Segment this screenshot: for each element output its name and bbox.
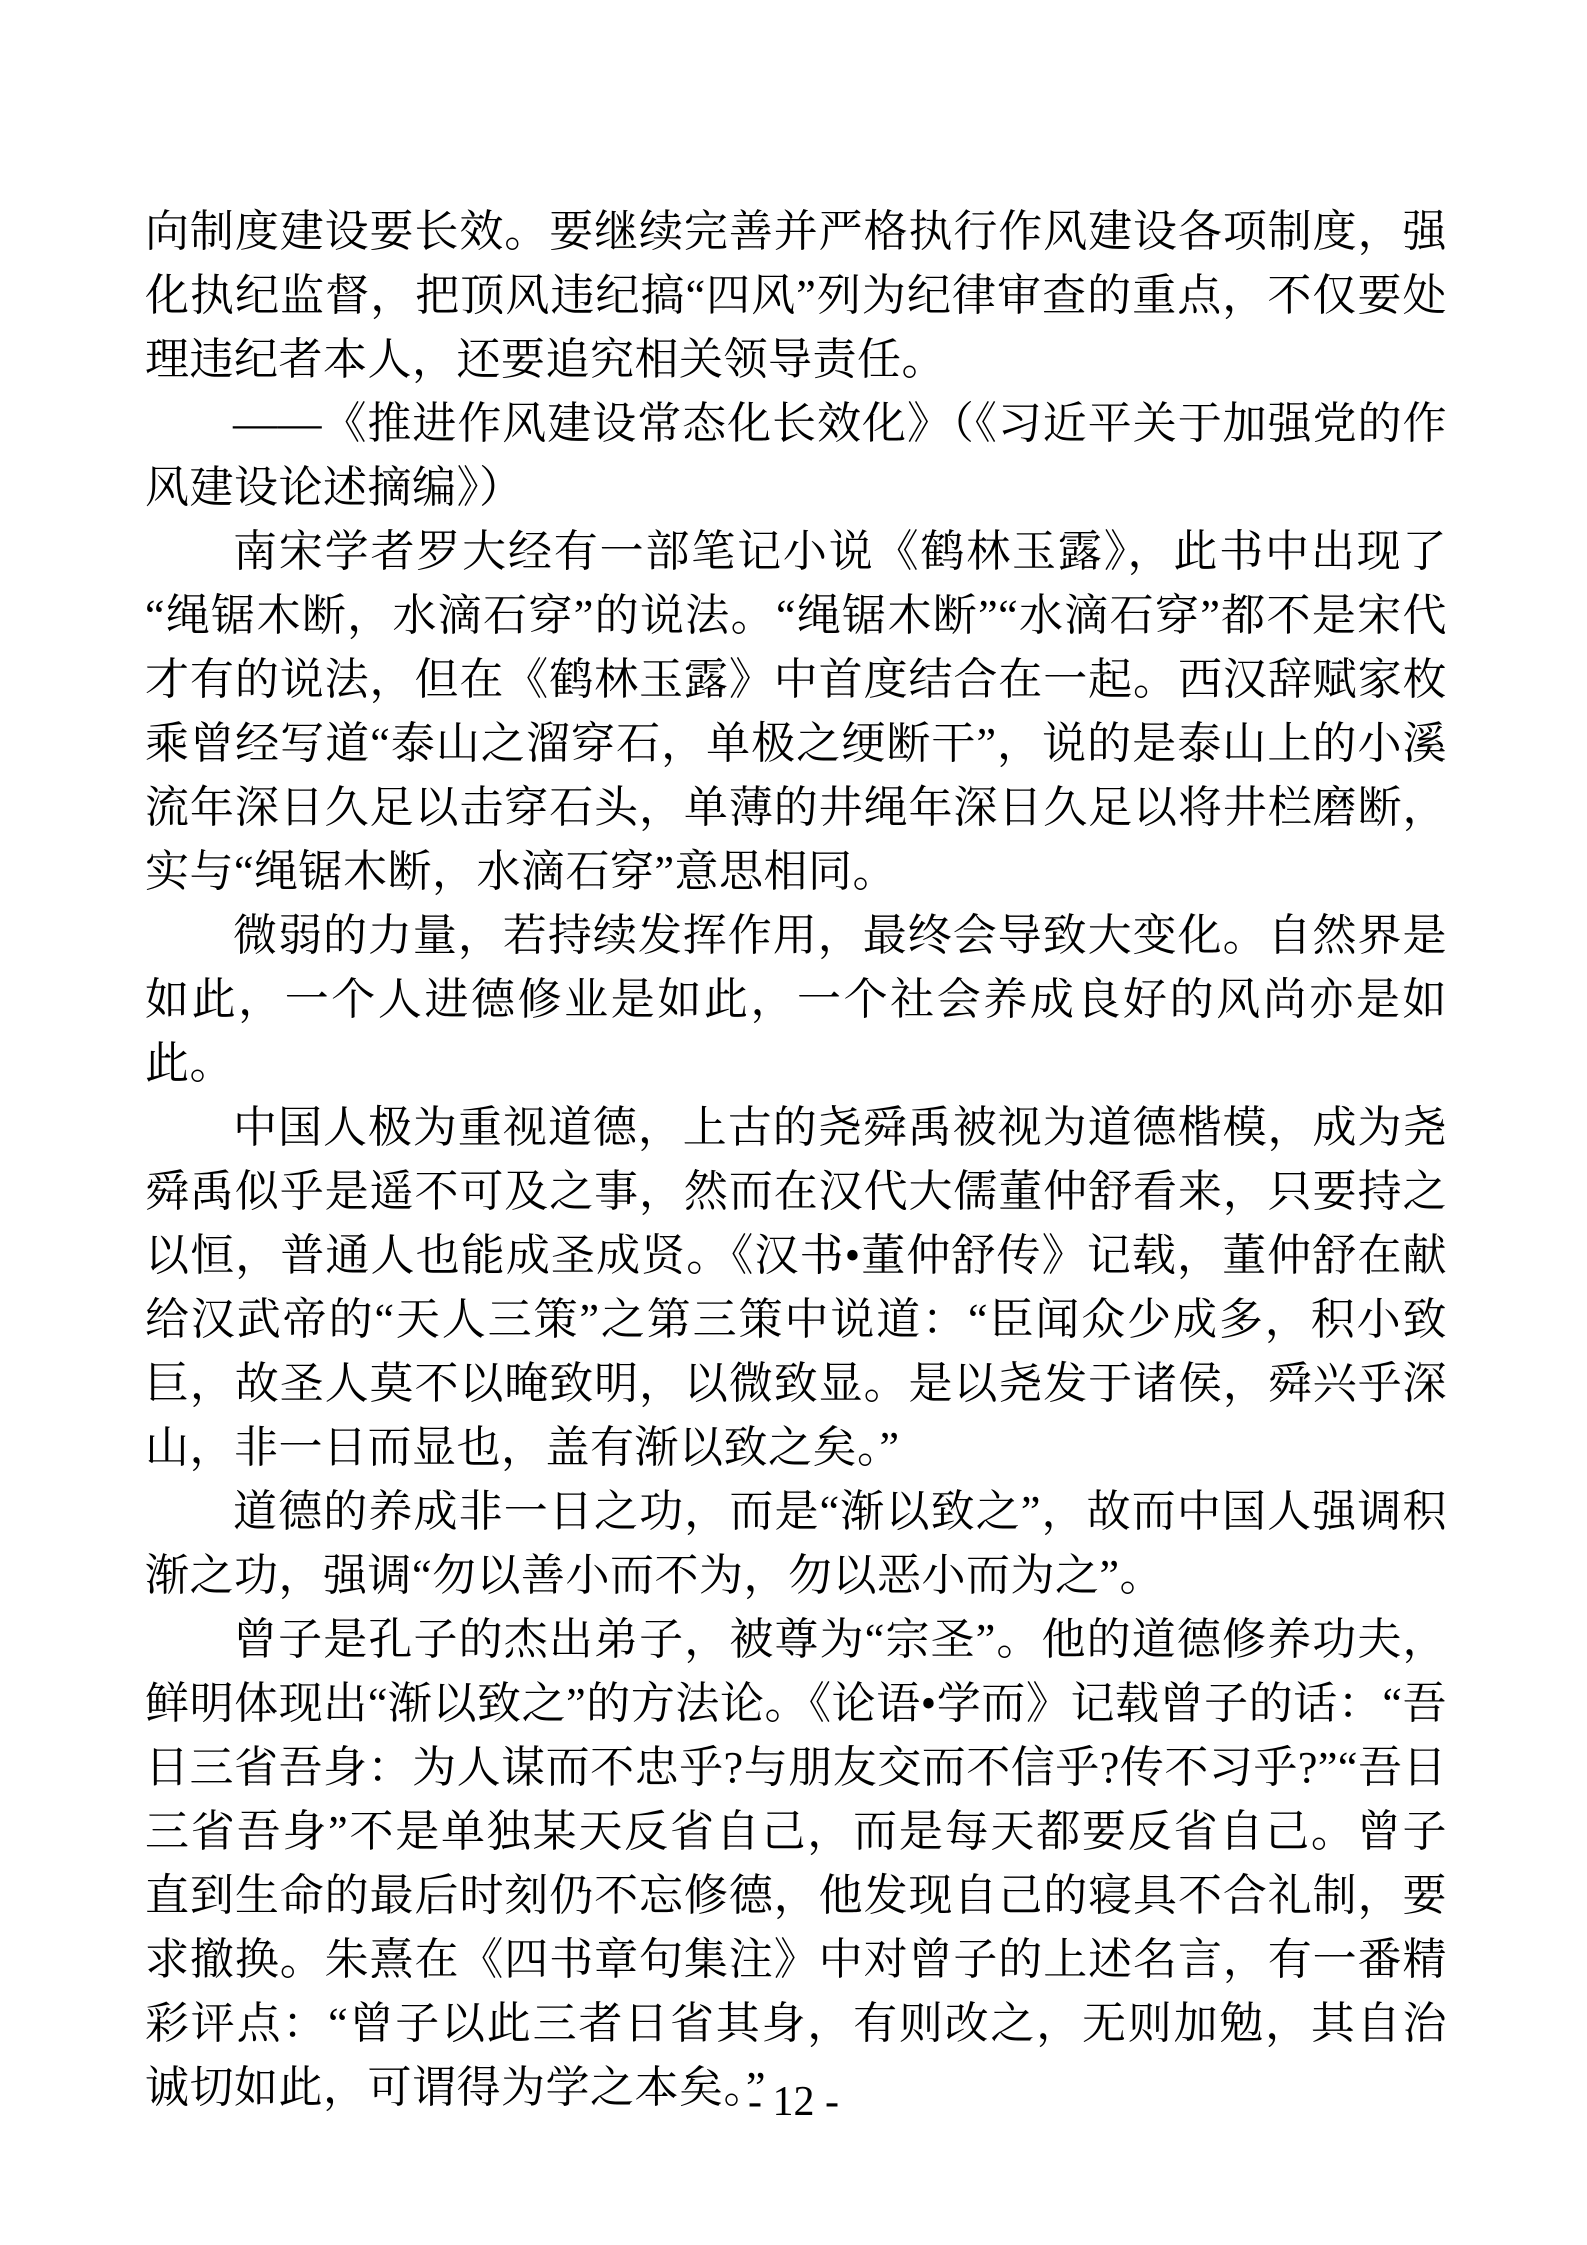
paragraph: 道德的养成非一日之功，而是“渐以致之”，故而中国人强调积渐之功，强调“勿以善小而不为，勿以恶小而为之”。 xyxy=(145,1487,1447,1600)
paragraph: 曾子是孔子的杰出弟子，被尊为“宗圣”。他的道德修养功夫，鲜明体现出“渐以致之”的方法论。《论语•学而》记载曾子的话：“吾日三省吾身：为人谋而不忠乎?与朋友交而不信乎?传不习乎?”“吾日三省吾身”不是单独某天反省自己，而是每天都要反省自己。曾子直到生命的最后时刻仍不忘修德，他发现自己的寝具不合礼制，要求撤换。朱熹在《四书章句集注》中对曾子的上述名言，有一番精彩评点：“曾子以此三者日省其身，有则改之，无则加勉，其自治诚切如此，可谓得为学之本矣。” xyxy=(145,1615,1447,2112)
page-number: - 12 - xyxy=(748,2079,839,2125)
document-body-text xyxy=(145,200,1447,2120)
paragraph-source-citation: ——《推进作风建设常态化长效化》（《习近平关于加强党的作风建设论述摘编》） xyxy=(145,399,1447,512)
paragraph: 南宋学者罗大经有一部笔记小说《鹤林玉露》，此书中出现了“绳锯木断，水滴石穿”的说法。“绳锯木断”“水滴石穿”都不是宋代才有的说法，但在《鹤林玉露》中首度结合在一起。西汉辞赋家枚乘曾经写道“泰山之溜穿石，单极之绠断干”，说的是泰山上的小溪流年深日久足以击穿石头，单薄的井绳年深日久足以将井栏磨断，实与“绳锯木断，水滴石穿”意思相同。 xyxy=(145,527,1447,896)
paragraph: 向制度建设要长效。要继续完善并严格执行作风建设各项制度，强化执纪监督，把顶风违纪搞“四风”列为纪律审查的重点，不仅要处理违纪者本人，还要追究相关领导责任。 xyxy=(145,207,1447,384)
paragraph: 微弱的力量，若持续发挥作用，最终会导致大变化。自然界是如此，一个人进德修业是如此，一个社会养成良好的风尚亦是如此。 xyxy=(145,911,1447,1088)
paragraph: 中国人极为重视道德，上古的尧舜禹被视为道德楷模，成为尧舜禹似乎是遥不可及之事，然而在汉代大儒董仲舒看来，只要持之以恒，普通人也能成圣成贤。《汉书•董仲舒传》记载，董仲舒在献给汉武帝的“天人三策”之第三策中说道：“臣闻众少成多，积小致巨，故圣人莫不以晻致明，以微致显。是以尧发于诸侯，舜兴乎深山，非一日而显也，盖有渐以致之矣。” xyxy=(145,1103,1447,1472)
